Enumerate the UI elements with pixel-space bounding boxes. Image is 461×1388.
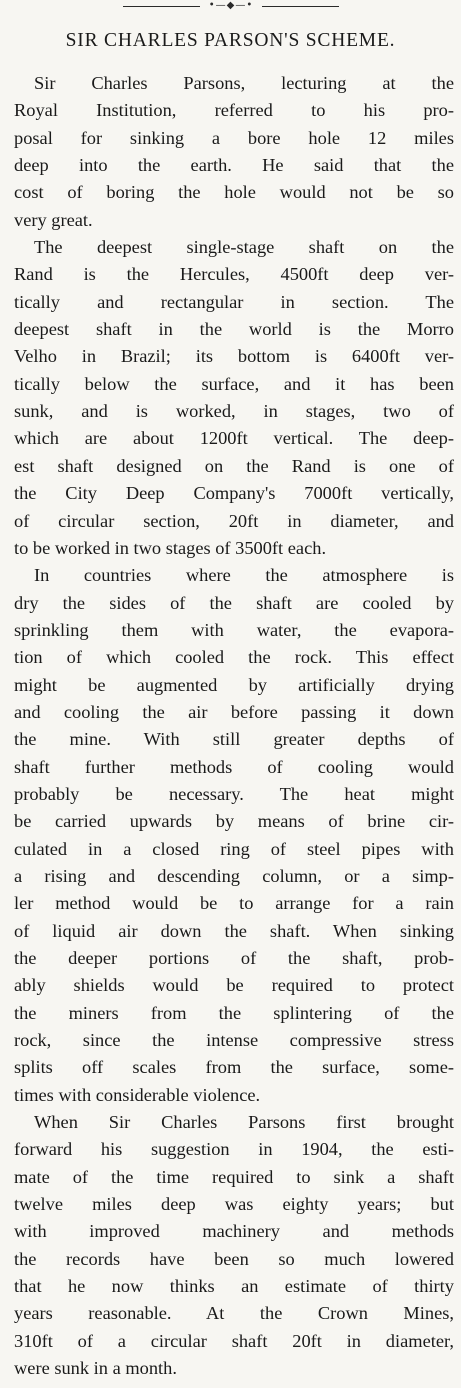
text-line: Rand is the Hercules, 4500ft deep ver- (14, 264, 454, 285)
text-line: of circular section, 20ft in diameter, and (14, 510, 454, 531)
paragraph-2 (14, 234, 454, 562)
text-line: that he now thinks an estimate of thirty (14, 1276, 454, 1297)
paragraph-4 (14, 1109, 454, 1382)
text-line: cost of boring the hole would not be so (14, 182, 454, 203)
text-line: the records have been so much lowered (14, 1248, 454, 1269)
text-line: of liquid air down the shaft. When sinking (14, 920, 454, 941)
text-line: est shaft designed on the Rand is one of (14, 455, 454, 476)
text-line: ler method would be to arrange for a rain (14, 893, 454, 914)
text-line: were sunk in a month. (14, 1358, 177, 1379)
text-line: twelve miles deep was eighty years; but (14, 1194, 454, 1215)
text-line: the deeper portions of the shaft, prob- (14, 948, 454, 968)
text-line: which are about 1200ft vertical. The deep- (14, 428, 454, 449)
text-line: tically below the surface, and it has been (14, 373, 454, 394)
text-line: tically and rectangular in section. The (14, 291, 454, 312)
text-line: be carried upwards by means of brine cir- (14, 811, 454, 832)
text-line: posal for sinking a bore hole 12 miles (14, 127, 454, 148)
text-line: ably shields would be required to protect (14, 975, 454, 996)
text-line: probably be necessary. The heat might (14, 783, 454, 804)
article-headline: SIR CHARLES PARSON'S SCHEME. (65, 30, 396, 51)
text-line: When Sir Charles Parsons first brought (34, 1112, 454, 1133)
text-line: Velho in Brazil; its bottom is 6400ft ver- (14, 346, 454, 367)
paragraph-1 (14, 70, 454, 234)
rule-ornament: •—◆—• (200, 0, 262, 12)
text-line: and cooling the air before passing it down (14, 701, 454, 722)
text-line: the City Deep Company's 7000ft vertically, (14, 483, 454, 504)
text-line: dry the sides of the shaft are cooled by (14, 592, 454, 613)
text-line: times with considerable violence. (14, 1084, 261, 1105)
text-line: In countries where the atmosphere is (34, 565, 454, 586)
text-line: splits off scales from the surface, some- (14, 1057, 454, 1078)
text-line: deep into the earth. He said that the (14, 155, 454, 176)
text-line: the miners from the splintering of the (14, 1002, 454, 1023)
text-line: forward his suggestion in 1904, the esti- (14, 1139, 454, 1160)
text-line: The deepest single-stage shaft on the (34, 237, 454, 258)
text-line: with improved machinery and methods (14, 1221, 454, 1242)
text-line: tion of which cooled the rock. This effect (14, 647, 454, 668)
text-line: Sir Charles Parsons, lecturing at the (34, 73, 454, 93)
text-line: Royal Institution, referred to his pro- (14, 100, 454, 121)
text-line: sunk, and is worked, in stages, two of (14, 401, 454, 422)
paragraph-3 (14, 562, 454, 1109)
text-line: rock, since the intense compressive stress (14, 1030, 454, 1051)
text-line: 310ft of a circular shaft 20ft in diameter, (14, 1330, 454, 1351)
text-line: shaft further methods of cooling would (14, 756, 454, 777)
text-line: deepest shaft in the world is the Morro (14, 319, 454, 340)
article-body (14, 70, 454, 1383)
text-line: a rising and descending column, or a simp- (14, 865, 454, 886)
text-line: mate of the time required to sink a shaft (14, 1166, 454, 1187)
text-line: the mine. With still greater depths of (14, 729, 454, 750)
text-line: to be worked in two stages of 3500ft each. (14, 537, 327, 558)
text-line: culated in a closed ring of steel pipes with (14, 838, 454, 859)
text-line: years reasonable. At the Crown Mines, (14, 1303, 454, 1324)
text-line: very great. (14, 209, 93, 230)
text-line: sprinkling them with water, the evapora- (14, 619, 454, 640)
text-line: might be augmented by artificially drying (14, 674, 454, 695)
